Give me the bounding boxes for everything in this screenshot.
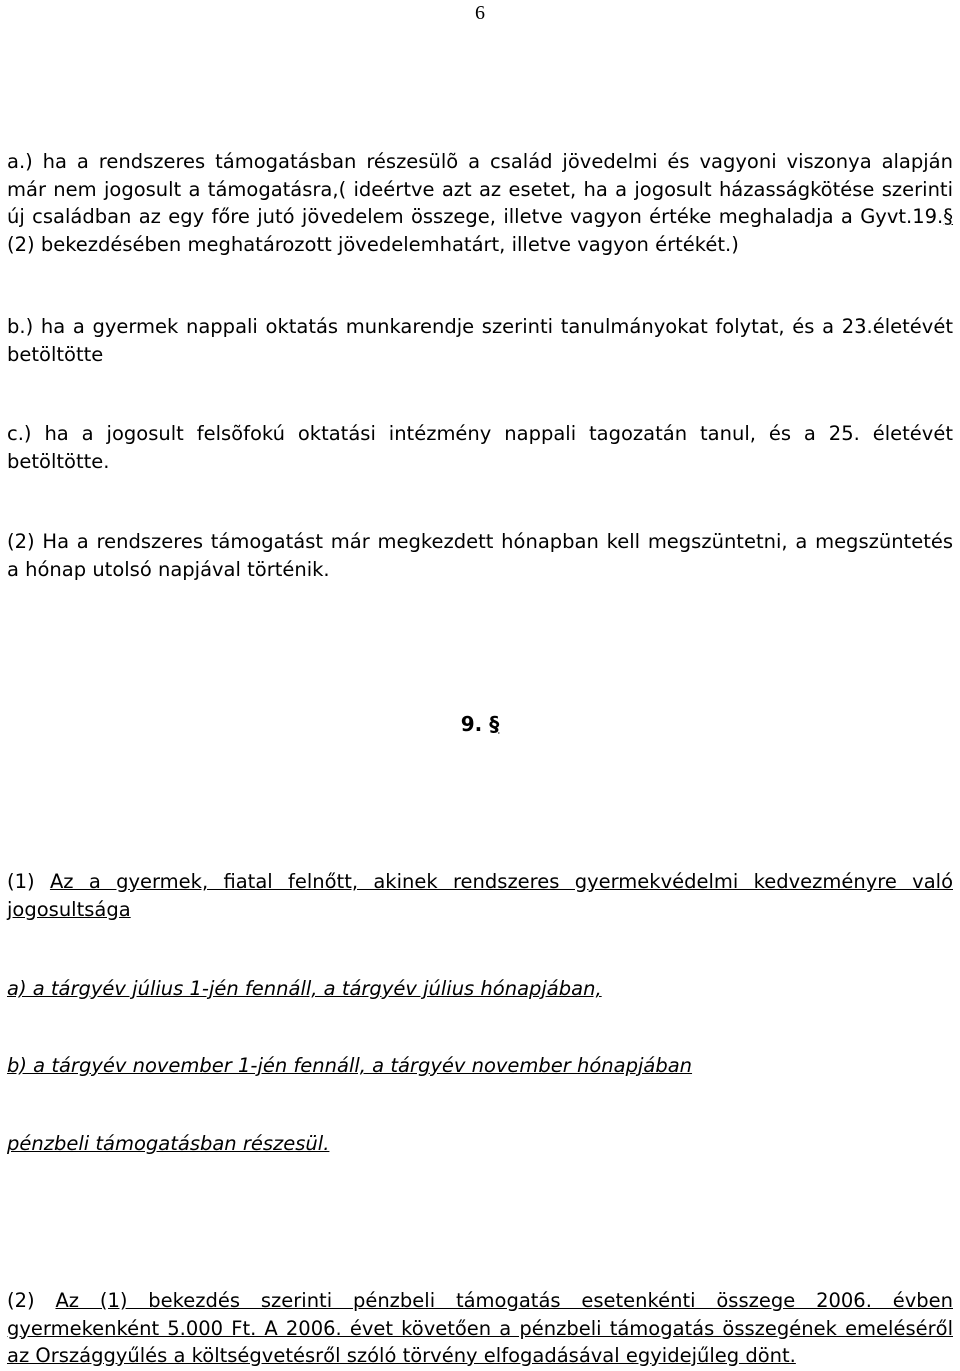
section-sign: § bbox=[943, 205, 953, 228]
page-number: 6 bbox=[475, 2, 485, 24]
paragraph-a-end: (2) bekezdésében meghatározott jövedelemhatárt, illetve vagyon értékét.) bbox=[7, 232, 739, 256]
closing-line: pénzbeli támogatásban részesül. bbox=[7, 1132, 330, 1155]
paragraph-2-text: Az (1) bekezdés szerinti pénzbeli támogatás esetenkénti összege 2006. évben gyermekenként 5.000 Ft. A 2006. évet követően a pénzbeli támogatás összegének emeléséről az Országgyűlés a költségvetésről szóló törvény elfogadásával egyidejűleg dönt. bbox=[7, 1289, 953, 1367]
paragraph-a-text: a.) ha a rendszeres támogatásban részesülõ a család jövedelmi és vagyoni viszonya alapján már nem jogosult a támogatásra,( ideértve azt az esetet, ha a jogosult házasságkötése szerinti új családban az egy főre jutó jövedelem összege, illetve vagyon értéke meghaladja a Gyvt.19. bbox=[7, 150, 953, 228]
paragraph-a bbox=[7, 148, 953, 258]
section-number: 9. bbox=[460, 712, 483, 736]
section-paragraph-2 bbox=[7, 1287, 953, 1370]
paragraph-number: (2) bbox=[7, 1289, 56, 1312]
paragraph-2: (2) Ha a rendszeres támogatást már megkezdett hónapban kell megszüntetni, a megszüntetés a hónap utolsó napjával történik. bbox=[7, 530, 953, 581]
paragraph-c: c.) ha a jogosult felsõfokú oktatási intézmény nappali tagozatán tanul, és a 25. életévét betöltötte. bbox=[7, 422, 953, 473]
paragraph-number: (1) bbox=[7, 870, 50, 893]
paragraph-b: b.) ha a gyermek nappali oktatás munkarendje szerinti tanulmányokat folytat, és a 23.életévét betöltötte bbox=[7, 315, 953, 366]
paragraph-1-text: Az a gyermek, fiatal felnőtt, akinek rendszeres gyermekvédelmi kedvezményre való jogosultsága bbox=[7, 870, 953, 921]
section-heading bbox=[0, 710, 960, 738]
section-paragraph-1 bbox=[7, 868, 953, 923]
item-a: a) a tárgyév július 1-jén fennáll, a tárgyév július hónapjában, bbox=[7, 977, 602, 1000]
item-b: b) a tárgyév november 1-jén fennáll, a tárgyév november hónapjában bbox=[7, 1054, 693, 1077]
section-symbol: § bbox=[489, 712, 500, 736]
